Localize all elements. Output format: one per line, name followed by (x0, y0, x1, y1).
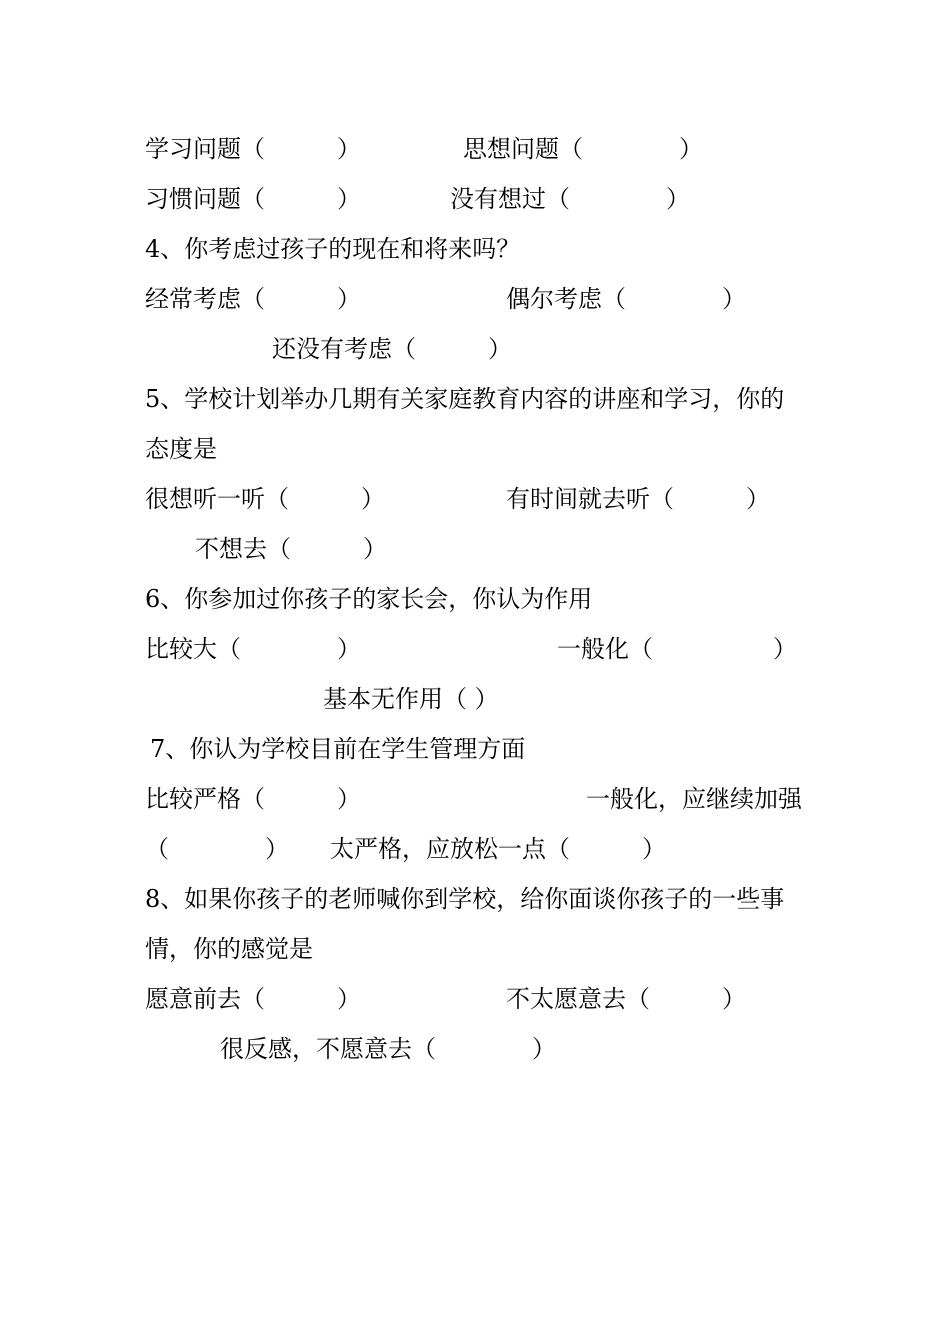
question-8-line-1: 8、如果你孩子的老师喊你到学校，给你面谈你孩子的一些事 (145, 885, 785, 913)
option-study-problem: 学习问题（ ） (145, 135, 361, 163)
option-fairly-strict: 比较严格（ ） (145, 785, 361, 813)
option-thought-problem: 思想问题（ ） (463, 135, 703, 163)
option-sometimes-consider: 偶尔考虑（ ） (506, 285, 746, 313)
option-average-strengthen-paren: （ ） (145, 835, 289, 863)
option-dislike: 很反感，不愿意去（ ） (220, 1035, 556, 1063)
option-want-to-listen: 很想听一听（ ） (145, 485, 385, 513)
option-not-very-willing: 不太愿意去（ ） (506, 985, 746, 1013)
option-willing: 愿意前去（ ） (145, 985, 361, 1013)
question-4: 4、你考虑过孩子的现在和将来吗？ (145, 235, 521, 263)
option-when-free: 有时间就去听（ ） (506, 485, 770, 513)
option-too-strict: 太严格，应放松一点（ ） (330, 835, 666, 863)
option-no-effect: 基本无作用（ ） (323, 685, 499, 713)
question-5-line-2: 态度是 (145, 435, 217, 463)
option-habit-problem: 习惯问题（ ） (145, 185, 361, 213)
option-big-effect: 比较大（ ） (145, 635, 361, 663)
option-not-go: 不想去（ ） (195, 535, 387, 563)
question-6: 6、你参加过你孩子的家长会，你认为作用 (145, 585, 593, 613)
question-5-line-1: 5、学校计划举办几期有关家庭教育内容的讲座和学习，你的 (145, 385, 785, 413)
option-often-consider: 经常考虑（ ） (145, 285, 361, 313)
option-not-yet-consider: 还没有考虑（ ） (272, 335, 512, 363)
question-7: 7、你认为学校目前在学生管理方面 (150, 735, 526, 763)
option-average-effect: 一般化（ ） (557, 635, 797, 663)
option-never-thought: 没有想过（ ） (450, 185, 690, 213)
option-average-strengthen: 一般化，应继续加强 (586, 785, 802, 813)
question-8-line-2: 情，你的感觉是 (145, 935, 313, 963)
